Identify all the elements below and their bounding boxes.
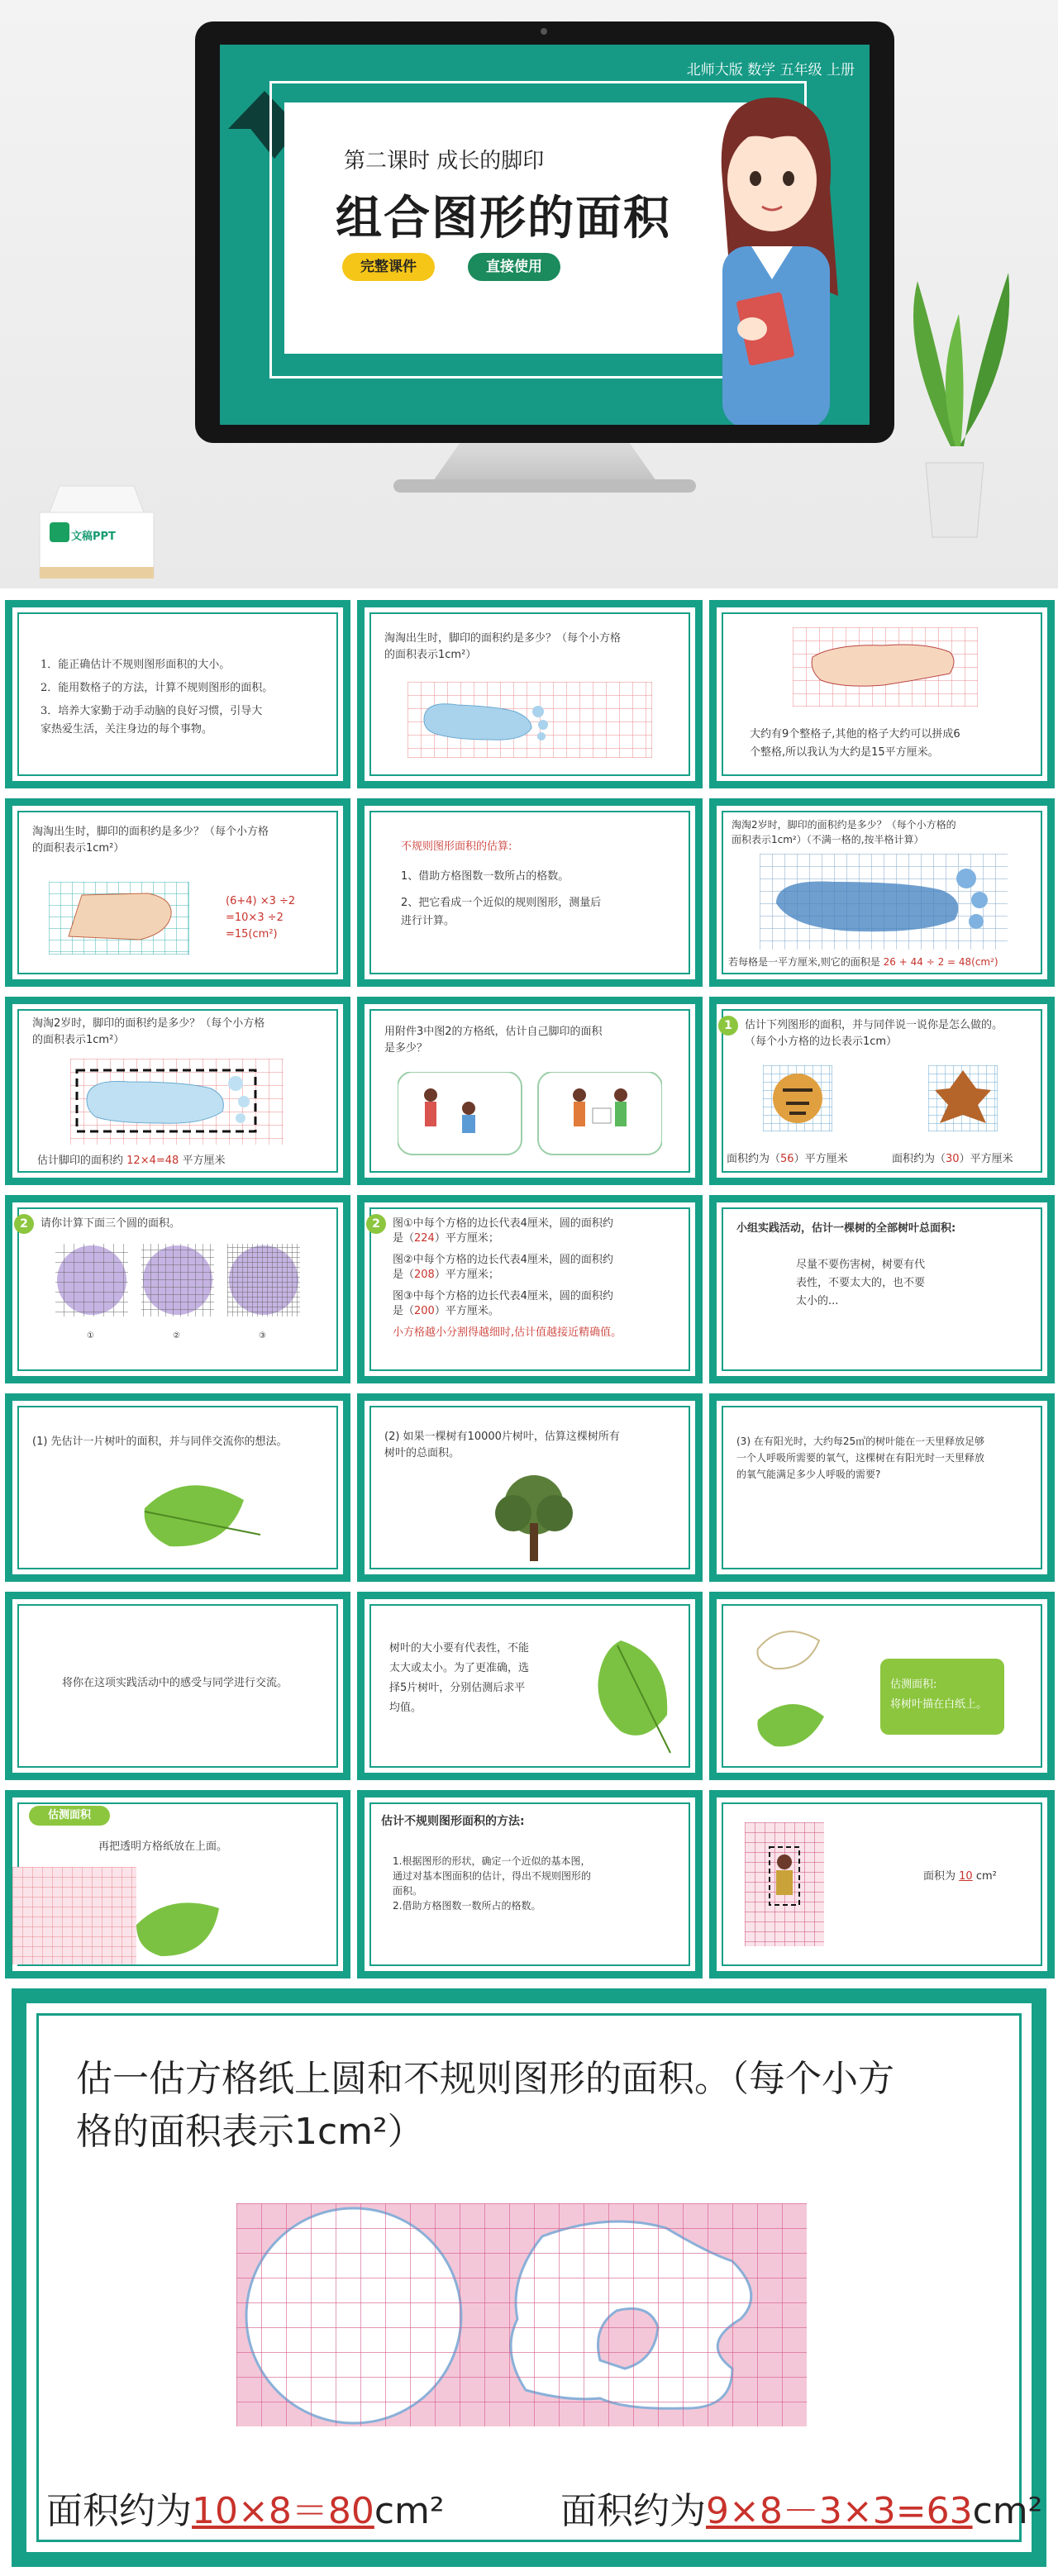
monitor-stand bbox=[433, 443, 656, 481]
children-illustration bbox=[398, 1072, 662, 1159]
question-text-2: （每个小方格的边长表示1cm） bbox=[745, 1036, 898, 1048]
circle-label-2: ② bbox=[173, 1331, 180, 1340]
conclusion-text: 小方格越小分割得越细时,估计值越接近精确值。 bbox=[393, 1326, 622, 1339]
question-text: 淘淘2岁时，脚印的面积约是多少？（每个小方格 bbox=[32, 1017, 265, 1030]
area-answer: 面积为 10 cm² bbox=[923, 1870, 997, 1883]
activity-line-2: 表性，不要太大的，也不要 bbox=[796, 1277, 926, 1289]
answer-leaf: 面积约为（30）平方厘米 bbox=[892, 1153, 1013, 1165]
summary-heading: 估计不规则图形面积的方法: bbox=[381, 1815, 525, 1828]
slide-leaf-estimate bbox=[5, 1393, 350, 1582]
slide-leaf-selection bbox=[357, 1592, 703, 1780]
slide-estimation-rules bbox=[357, 798, 703, 987]
slide-tiger-leaf bbox=[709, 997, 1055, 1185]
circle-label-3: ③ bbox=[259, 1331, 266, 1340]
green-note bbox=[880, 1659, 1004, 1735]
slide-tree-estimate bbox=[357, 1393, 703, 1582]
direct-use-badge: 直接使用 bbox=[468, 253, 560, 281]
leaf-on-grid bbox=[12, 1867, 260, 1964]
slide-footprint-question bbox=[357, 600, 703, 788]
slide-transparent-grid bbox=[5, 1790, 350, 1978]
slide-objectives bbox=[5, 600, 350, 788]
page-title: 组合图形的面积 bbox=[336, 192, 671, 245]
question-text-2: 的面积表示1cm²） bbox=[384, 649, 477, 661]
tip-line-1: 树叶的大小要有代表性，不能 bbox=[389, 1642, 530, 1655]
slide-trace-leaf bbox=[709, 1592, 1055, 1780]
summary-line-2: 通过对基本图面积的估计，得出不规则图形的 bbox=[393, 1870, 592, 1882]
question-text-3: 的氧气能满足多少人呼吸的需要? bbox=[736, 1469, 881, 1480]
answer-line-3: 图②中每个方格的边长代表4厘米，圆的面积约 bbox=[393, 1254, 613, 1266]
exercise-grid bbox=[236, 2203, 807, 2426]
circles-grids bbox=[54, 1242, 302, 1325]
formula-line-1: (6+4) ×3 ÷2 bbox=[226, 895, 296, 907]
question-text: (1) 先估计一片树叶的面积，并与同伴交流你的想法。 bbox=[32, 1436, 288, 1448]
girl-illustration bbox=[673, 81, 855, 425]
number-badge: 2 bbox=[14, 1214, 34, 1234]
summary-line-3: 面积。 bbox=[393, 1885, 423, 1897]
slide-group-activity bbox=[709, 1195, 1055, 1383]
result-text: 估计脚印的面积约 12×4=48 平方厘米 bbox=[37, 1155, 226, 1167]
footprint-grid bbox=[793, 627, 978, 707]
summary-line-4: 2.借助方格图数一数所占的格数。 bbox=[393, 1900, 541, 1912]
step-text: 再把透明方格纸放在上面。 bbox=[98, 1840, 228, 1853]
slide-trapezoid-method bbox=[5, 798, 350, 987]
slide-half-count bbox=[709, 798, 1055, 987]
question-text-2: 是多少？ bbox=[384, 1042, 428, 1055]
estimate-tag: 估测面积 bbox=[29, 1806, 110, 1826]
question-text: 用附件3中图2的方格纸，估计自己脚印的面积 bbox=[384, 1026, 603, 1038]
slide-three-circles bbox=[5, 1195, 350, 1383]
activity-line-3: 太小的... bbox=[796, 1295, 839, 1307]
tiger-grid bbox=[763, 1065, 832, 1131]
objective-1: 1．能正确估计不规则图形面积的大小。 bbox=[41, 659, 231, 671]
hero-banner bbox=[0, 0, 1058, 588]
summary-line-1: 1.根据图形的形状，确定一个近似的基本图， bbox=[393, 1855, 591, 1867]
circle-area-answer: 面积约为10×8＝80cm² bbox=[46, 2490, 445, 2532]
question-text: (3) 在有阳光时，大约每25㎡的树叶能在一天里释放足够 bbox=[736, 1436, 985, 1447]
footprint-grid bbox=[49, 882, 189, 955]
circle-area-value: 10×8＝80 bbox=[192, 2490, 374, 2532]
result-text: 若每格是一平方厘米,则它的面积是 26 + 44 ÷ 2 = 48(cm²) bbox=[728, 956, 998, 968]
activity-line-1: 尽量不要伤害树，树要有代 bbox=[796, 1259, 926, 1271]
number-badge: 1 bbox=[718, 1016, 738, 1036]
number-badge: 2 bbox=[366, 1214, 386, 1234]
tip-line-4: 均值。 bbox=[389, 1702, 422, 1714]
slide-rectangle-estimate bbox=[5, 997, 350, 1185]
tip-line-3: 择5片树叶，分别估测后求平 bbox=[389, 1682, 526, 1694]
cover-slide bbox=[220, 45, 870, 425]
answer-text: 大约有9个整格子,其他的格子大约可以拼成6 bbox=[750, 728, 960, 740]
note-line-2: 将树叶描在白纸上。 bbox=[890, 1698, 988, 1711]
monitor bbox=[195, 21, 894, 443]
question-text: 请你计算下面三个圆的面积。 bbox=[41, 1217, 181, 1230]
activity-heading: 小组实践活动，估计一棵树的全部树叶总面积: bbox=[736, 1222, 956, 1235]
question-text-2: 一个人呼吸所需要的氧气，这棵树在有阳光时一天里释放 bbox=[736, 1452, 985, 1464]
question-text-2: 树叶的总面积。 bbox=[384, 1447, 460, 1459]
circle-label-1: ① bbox=[87, 1331, 94, 1340]
slide-circle-answers bbox=[357, 1195, 703, 1383]
photo-grid bbox=[745, 1822, 824, 1946]
slide-count-estimate bbox=[709, 600, 1055, 788]
question-text: (2) 如果一棵树有10000片树叶，估算这棵树所有 bbox=[384, 1431, 620, 1443]
leaf-outline bbox=[750, 1624, 824, 1674]
irregular-area-value: 9×8－3×3=63 bbox=[706, 2490, 973, 2532]
exercise-question bbox=[76, 2053, 1035, 2159]
footprint-grid bbox=[407, 682, 652, 758]
formula-line-3: =15(cm²) bbox=[226, 928, 278, 940]
answer-line-1: 图①中每个方格的边长代表4厘米，圆的面积约 bbox=[393, 1217, 613, 1230]
lesson-title: 第二课时 成长的脚印 bbox=[344, 149, 545, 174]
edition-label: 北师大版 数学 五年级 上册 bbox=[686, 62, 855, 79]
question-text: 淘淘出生时，脚印的面积约是多少？（每个小方格 bbox=[384, 632, 622, 645]
leaf-icon bbox=[750, 1695, 832, 1753]
answer-line-2: 是（224）平方厘米； bbox=[393, 1232, 499, 1245]
question-text: 淘淘2岁时，脚印的面积约是多少？（每个小方格的 bbox=[732, 819, 956, 831]
prompt-text: 将你在这项实践活动中的感受与同学进行交流。 bbox=[62, 1677, 288, 1689]
note-line-1: 估测面积: bbox=[890, 1678, 937, 1691]
formula-line-2: =10×3 ÷2 bbox=[226, 912, 284, 924]
leaf-icon bbox=[588, 1632, 679, 1756]
rules-heading: 不规则图形面积的估算: bbox=[401, 840, 512, 853]
answer-text-2: 个整格,所以我认为大约是15平方厘米。 bbox=[750, 746, 939, 759]
slide-photo-grid bbox=[709, 1790, 1055, 1978]
camera-dot bbox=[541, 28, 547, 35]
answer-tiger: 面积约为（56）平方厘米 bbox=[727, 1153, 848, 1165]
slide-own-footprint bbox=[357, 997, 703, 1185]
objective-3b: 家热爱生活，关注身边的每个事物。 bbox=[41, 723, 213, 736]
numbered-grid bbox=[760, 854, 1008, 950]
rule-2b: 进行计算。 bbox=[401, 915, 455, 927]
rule-2: 2、把它看成一个近似的规则图形，测量后 bbox=[401, 897, 602, 909]
slide-method-summary bbox=[357, 1790, 703, 1978]
brand-logo: 文稿PPT bbox=[71, 531, 116, 543]
question-text-2: 的面积表示1cm²） bbox=[32, 842, 125, 855]
objective-3: 3．培养大家勤于动手动脑的良好习惯，引导大 bbox=[41, 705, 263, 717]
answer-line-5: 图③中每个方格的边长代表4厘米，圆的面积约 bbox=[393, 1290, 613, 1302]
complete-courseware-badge: 完整课件 bbox=[342, 253, 435, 281]
answer-line-6: 是（200）平方厘米。 bbox=[393, 1305, 499, 1317]
irregular-area-answer: 面积约为9×8－3×3=63cm² bbox=[560, 2490, 1043, 2532]
monitor-base bbox=[393, 479, 696, 493]
exercise-question-line-1: 估一估方格纸上圆和不规则图形的面积。（每个小方 bbox=[76, 2058, 894, 2100]
question-text: 淘淘出生时，脚印的面积约是多少？（每个小方格 bbox=[32, 826, 269, 838]
result-formula: 12×4=48 bbox=[126, 1155, 179, 1167]
leaf-grid bbox=[928, 1065, 998, 1131]
question-text: 估计下列图形的面积，并与同伴说一说你是怎么做的。 bbox=[745, 1019, 1003, 1031]
objective-2: 2．能用数格子的方法，计算不规则图形的面积。 bbox=[41, 682, 274, 694]
question-text-2: 的面积表示1cm²） bbox=[32, 1034, 125, 1046]
plant-illustration bbox=[884, 248, 1025, 554]
answer-line-4: 是（208）平方厘米； bbox=[393, 1269, 499, 1281]
leaf-icon bbox=[136, 1475, 269, 1555]
slide-final-exercise bbox=[12, 1988, 1046, 2567]
tree-icon bbox=[488, 1472, 579, 1563]
exercise-question-line-2: 格的面积表示1cm²） bbox=[76, 2111, 424, 2153]
result-formula: 26 + 44 ÷ 2 = 48(cm²) bbox=[883, 956, 998, 968]
slide-oxygen-question bbox=[709, 1393, 1055, 1582]
rule-1: 1、借助方格图数一数所占的格数。 bbox=[401, 870, 570, 883]
tip-line-2: 太大或太小。为了更准确，选 bbox=[389, 1662, 530, 1674]
question-text-2: 面积表示1cm²）（不满一格的,按半格计算） bbox=[732, 834, 924, 845]
footprint-grid bbox=[70, 1059, 284, 1145]
slide-share-feelings bbox=[5, 1592, 350, 1780]
